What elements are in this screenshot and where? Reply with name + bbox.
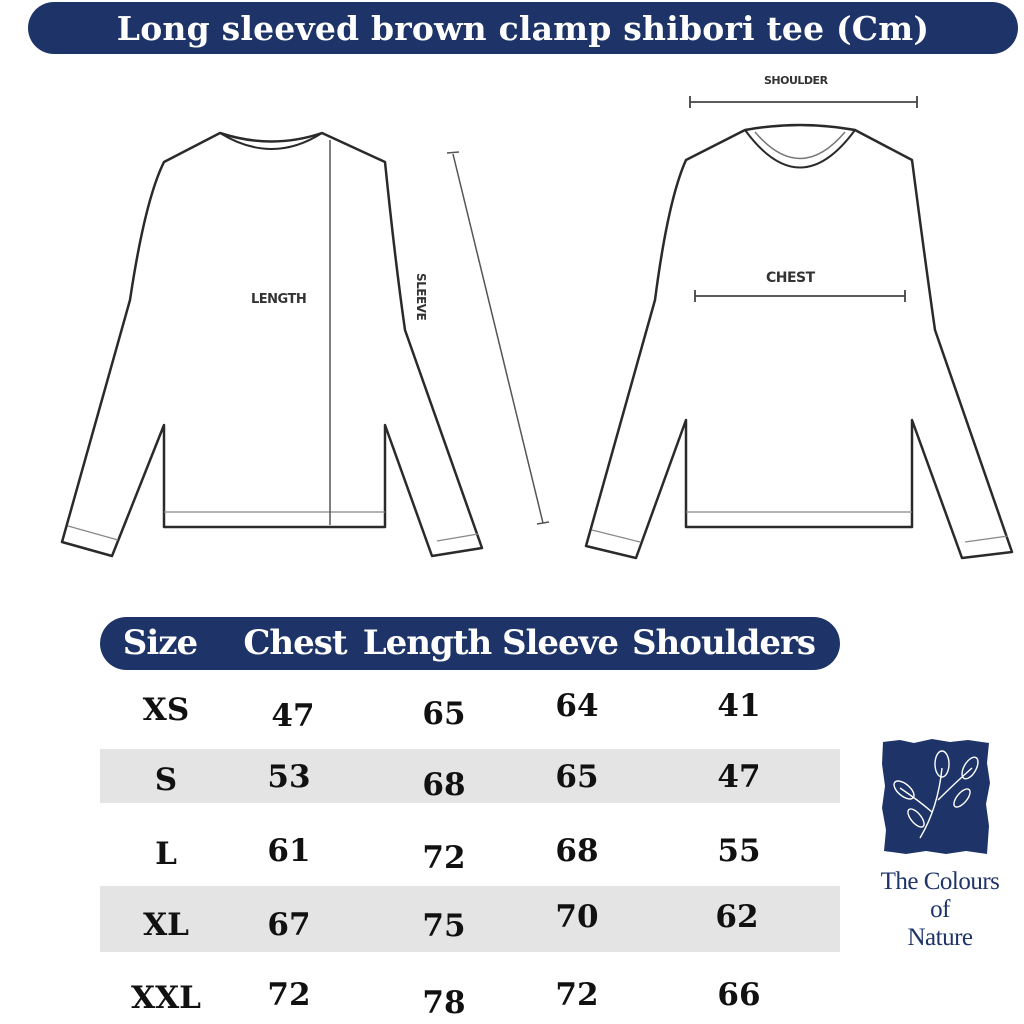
brand-logo-icon (880, 738, 992, 856)
table-cell-size: L (155, 836, 177, 872)
back-view-tee (62, 133, 482, 556)
table-cell-length: 75 (422, 908, 466, 944)
header-shoulders: Shoulders (632, 623, 816, 663)
chest-label: CHEST (766, 270, 815, 286)
tee-measurement-diagram (0, 60, 1024, 570)
length-label: LENGTH (251, 292, 307, 307)
table-cell-length: 78 (422, 985, 466, 1021)
table-cell-size: XL (143, 907, 189, 943)
brand-line-2: of (930, 896, 950, 923)
front-view-tee (586, 125, 1012, 558)
table-cell-chest: 72 (267, 977, 311, 1013)
table-cell-chest: 67 (267, 907, 311, 943)
table-cell-sleeve: 65 (555, 759, 599, 795)
shoulder-label: SHOULDER (764, 74, 828, 87)
title-banner (28, 2, 1018, 54)
header-sleeve: Sleeve (501, 623, 619, 663)
table-cell-size: XXL (131, 980, 201, 1016)
table-cell-sleeve: 68 (555, 833, 599, 869)
table-cell-shoulders: 66 (717, 977, 761, 1013)
shoulder-measure-line (690, 96, 917, 108)
table-cell-length: 72 (422, 840, 466, 876)
header-chest: Chest (243, 623, 347, 663)
sleeve-measure-line (447, 152, 549, 524)
table-cell-length: 68 (422, 767, 466, 803)
header-size: Size (122, 623, 198, 663)
table-cell-chest: 61 (267, 833, 311, 869)
table-cell-chest: 53 (267, 759, 311, 795)
table-cell-chest: 47 (271, 698, 315, 734)
table-cell-shoulders: 41 (717, 688, 761, 724)
table-cell-sleeve: 72 (555, 977, 599, 1013)
table-cell-length: 65 (422, 696, 466, 732)
table-cell-sleeve: 64 (555, 688, 599, 724)
brand-name (868, 868, 1012, 952)
size-table-header (100, 617, 840, 670)
table-cell-sleeve: 70 (555, 899, 599, 935)
brand-line-1: The Colours (880, 868, 1000, 895)
sleeve-label: SLEEVE (414, 273, 428, 321)
page-title: Long sleeved brown clamp shibori tee (Cm) (116, 8, 930, 48)
table-cell-size: S (154, 762, 178, 798)
header-length: Length (362, 623, 492, 663)
brand-line-3: Nature (907, 924, 973, 951)
table-cell-shoulders: 55 (717, 833, 761, 869)
table-cell-shoulders: 62 (715, 899, 759, 935)
table-cell-shoulders: 47 (717, 759, 761, 795)
chest-measure-line (695, 290, 905, 302)
table-cell-size: XS (142, 692, 190, 728)
